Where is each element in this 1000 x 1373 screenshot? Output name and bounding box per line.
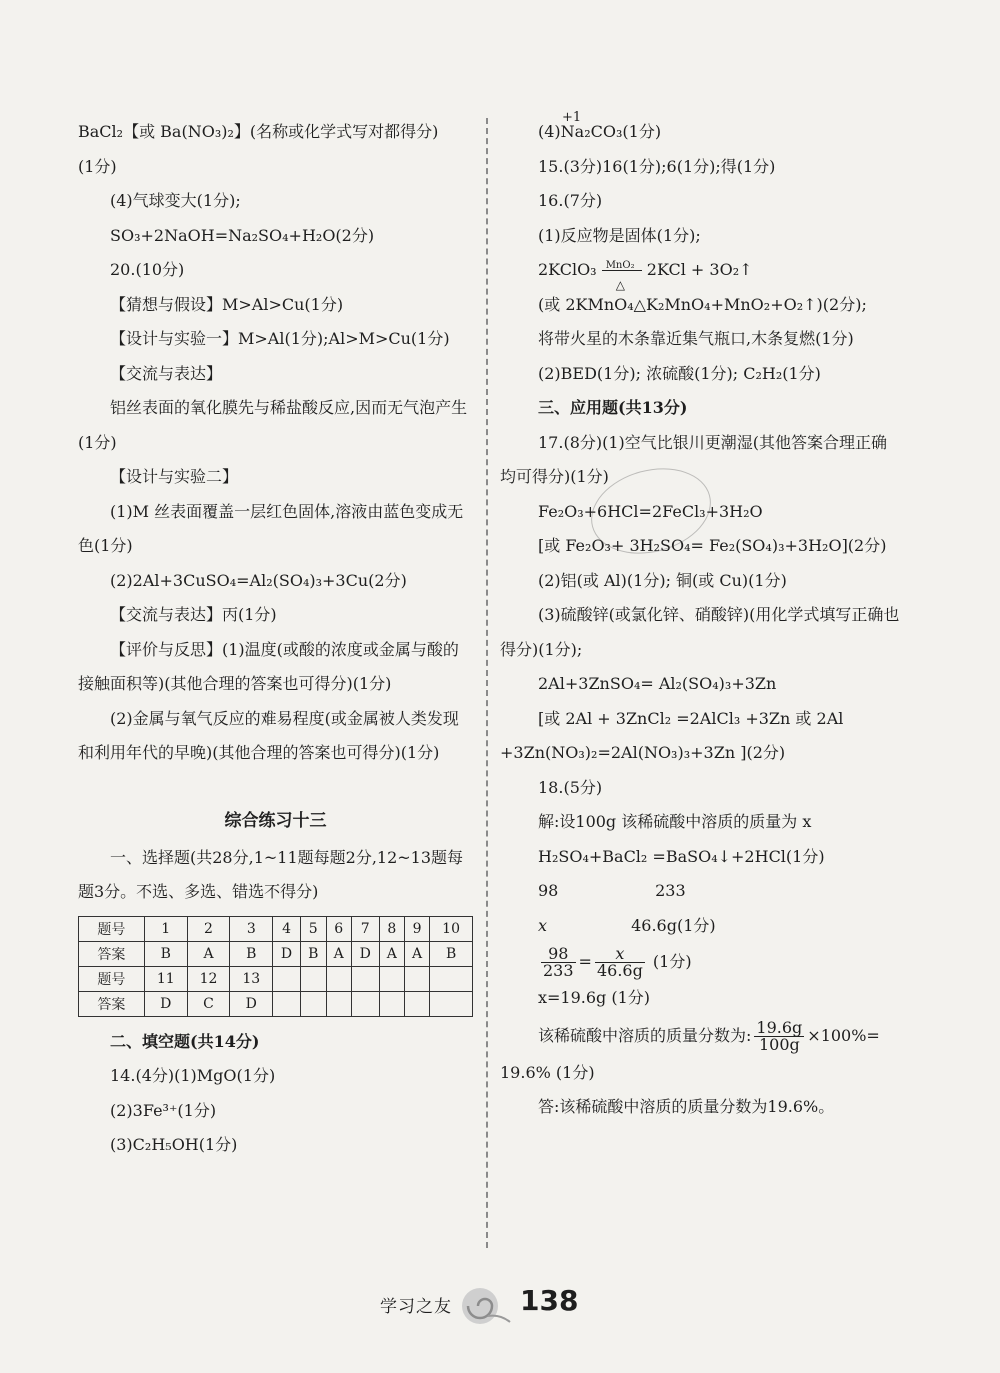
ratio-line xyxy=(500,874,900,909)
denominator: 233 xyxy=(543,961,574,980)
table-cell: 12 xyxy=(187,966,230,991)
reaction-condition xyxy=(602,259,642,292)
unknown-var: x xyxy=(538,915,548,935)
swirl-logo-icon xyxy=(458,1282,514,1328)
equation-line: (或 2KMnO₄△K₂MnO₄+MnO₂+O₂↑)(2分); xyxy=(538,294,867,314)
equation-line: SO₃+2NaOH=Na₂SO₄+H₂O(2分) xyxy=(110,225,375,245)
molar-mass: 98 xyxy=(538,881,559,900)
equation-line: 2Al+3ZnSO₄= Al₂(SO₄)₃+3Zn xyxy=(538,674,777,693)
heat-icon: △ xyxy=(615,277,625,292)
table-row xyxy=(79,941,473,966)
text-line: 【交流与表达】丙(1分) xyxy=(110,605,277,624)
fraction xyxy=(541,946,576,979)
table-cell xyxy=(430,966,473,991)
table-cell xyxy=(273,991,301,1016)
table-row xyxy=(79,991,473,1016)
numerator: 98 xyxy=(541,946,576,963)
proportion-line: $\frac{98}{233}$ = $\frac{x}{46.6g}$ (1分) xyxy=(543,944,692,980)
denominator: 46.6g xyxy=(596,961,643,980)
text-line: (2)BED(1分); 浓硫酸(1分); C₂H₂(1分) xyxy=(538,363,821,383)
text-line: 【设计与实验二】 xyxy=(110,467,239,486)
question-number: 16.(7分) xyxy=(538,191,603,210)
equation-line: Fe₂O₃+6HCl=2FeCl₃+3H₂O xyxy=(538,501,763,521)
question-number: 18.(5分) xyxy=(538,777,603,797)
text-line: (2)铝(或 Al)(1分); 铜(或 Cu)(1分) xyxy=(538,570,787,590)
table-cell xyxy=(326,966,351,991)
equation-line: [或 Fe₂O₃+ 3H₂SO₄= Fe₂(SO₄)₃+3H₂O](2分) xyxy=(538,536,887,555)
fill-section-title: 二、填空题(共14分) xyxy=(110,1031,260,1051)
table-cell xyxy=(300,966,326,991)
table-cell xyxy=(273,966,301,991)
table-cell: A xyxy=(404,941,429,966)
table-cell: 2 xyxy=(187,916,230,941)
answer-line: 答:该稀硫酸中溶质的质量分数为19.6%。 xyxy=(538,1097,835,1116)
application-section-title: 三、应用题(共13分) xyxy=(538,398,688,417)
section-title: 综合练习十三 xyxy=(224,810,327,831)
table-row xyxy=(79,916,473,941)
paragraph: 【评价与反思】(1)温度(或酸的浓度或金属与酸的接触面积等)(其他合理的答案也可得分)(1分) xyxy=(78,639,459,693)
text-line: 解:设100g 该稀硫酸中溶质的质量为 x xyxy=(538,812,812,831)
table-cell: 题号 xyxy=(79,916,145,941)
paragraph: [或 2Al + 3ZnCl₂ =2AlCl₃ +3Zn 或 2Al +3Zn(NO₃)₂=2Al(NO₃)₃+3Zn ](2分) xyxy=(500,708,844,762)
text-line xyxy=(500,110,900,150)
text-content: (4)Na₂CO₃(1分) xyxy=(538,122,662,141)
table-cell: B xyxy=(430,941,473,966)
paragraph: (2)金属与氧气反应的难易程度(或金属被人类发现和利用年代的早晚)(其他合理的答案也可得分)(1分) xyxy=(78,708,459,762)
table-cell: 13 xyxy=(230,966,273,991)
fraction xyxy=(754,1017,804,1054)
table-cell xyxy=(379,966,404,991)
table-cell: B xyxy=(144,941,187,966)
text-line: (2)3Fe³⁺(1分) xyxy=(110,1100,217,1120)
text-line: BaCl₂【或 Ba(NO₃)₂】(名称或化学式写对都得分) xyxy=(78,122,439,141)
table-cell: 题号 xyxy=(79,966,145,991)
table-cell: 10 xyxy=(430,916,473,941)
table-cell: A xyxy=(187,941,230,966)
table-cell: 9 xyxy=(404,916,429,941)
equation-line: H₂SO₄+BaCl₂ =BaSO₄↓+2HCl(1分) xyxy=(538,846,825,866)
table-cell: 8 xyxy=(379,916,404,941)
table-row xyxy=(79,966,473,991)
text-line: 将带火星的木条靠近集气瓶口,木条复燃(1分) xyxy=(538,329,854,348)
text-line: 19.6% (1分) xyxy=(500,1062,595,1082)
text-line: 14.(4分)(1)MgO(1分) xyxy=(110,1066,276,1085)
denominator: 100g xyxy=(758,1034,800,1054)
table-cell: D xyxy=(230,991,273,1016)
text-line: 【交流与表达】 xyxy=(110,363,223,383)
table-cell: 答案 xyxy=(79,991,145,1016)
molar-mass: 233 xyxy=(655,881,686,900)
table-cell: D xyxy=(144,991,187,1016)
text-line: 【猜想与假设】M>Al>Cu(1分) xyxy=(110,294,344,314)
result-line: x=19.6g (1分) xyxy=(538,988,651,1007)
text-line: (3)C₂H₅OH(1分) xyxy=(110,1135,238,1154)
column-divider xyxy=(486,118,488,1248)
table-cell: D xyxy=(273,941,301,966)
table-cell: 5 xyxy=(300,916,326,941)
text-line: 【设计与实验一】M>Al(1分);Al>M>Cu(1分) xyxy=(110,329,450,348)
table-cell: B xyxy=(230,941,273,966)
text-line: (4)气球变大(1分); xyxy=(110,191,241,210)
table-cell xyxy=(326,991,351,1016)
text-line: (1分) xyxy=(78,156,117,176)
paragraph: (1)M 丝表面覆盖一层红色固体,溶液由蓝色变成无色(1分) xyxy=(78,501,464,555)
table-cell: 1 xyxy=(144,916,187,941)
paragraph: (3)硫酸锌(或氯化锌、硝酸锌)(用化学式填写正确也得分)(1分); xyxy=(500,605,900,659)
percent-line xyxy=(500,1016,900,1056)
paragraph: 17.(8分)(1)空气比银川更潮湿(其他答案合理正确均可得分)(1分) xyxy=(500,432,888,486)
table-cell: 答案 xyxy=(79,941,145,966)
numerator: 19.6g xyxy=(756,1017,803,1037)
text-content: ×100%= xyxy=(807,1025,880,1045)
table-cell: 6 xyxy=(326,916,351,941)
left-column xyxy=(78,115,473,1163)
fraction xyxy=(595,946,645,979)
table-cell xyxy=(351,991,379,1016)
answer-table xyxy=(78,916,473,1017)
equation-line: (2)2Al+3CuSO₄=Al₂(SO₄)₃+3Cu(2分) xyxy=(110,570,407,590)
choice-section-title: 一、选择题(共28分,1~11题每题2分,12~13题每题3分。不选、多选、错选不得分) xyxy=(78,847,464,901)
table-cell xyxy=(300,991,326,1016)
known-mass: 46.6g(1分) xyxy=(631,915,716,935)
table-cell: D xyxy=(351,941,379,966)
right-column xyxy=(500,110,900,1125)
page-number: 138 xyxy=(520,1284,579,1317)
table-cell xyxy=(379,991,404,1016)
table-cell: 4 xyxy=(273,916,301,941)
table-cell: 7 xyxy=(351,916,379,941)
numerator: x xyxy=(595,946,645,963)
table-cell: 11 xyxy=(144,966,187,991)
paragraph: 铝丝表面的氧化膜先与稀盐酸反应,因而无气泡产生(1分) xyxy=(78,398,468,452)
table-cell: B xyxy=(300,941,326,966)
score: (1分) xyxy=(652,952,692,971)
page-footer xyxy=(380,1282,640,1332)
equation-line xyxy=(500,253,900,292)
table-cell xyxy=(404,991,429,1016)
table-cell: A xyxy=(379,941,404,966)
text-line: 15.(3分)16(1分);6(1分);得(1分) xyxy=(538,156,776,176)
table-cell xyxy=(404,966,429,991)
product: 2KCl + 3O₂↑ xyxy=(646,260,753,279)
ratio-line xyxy=(500,909,900,944)
catalyst-label: MnO₂ xyxy=(605,259,635,271)
table-cell xyxy=(430,991,473,1016)
brand-name: 学习之友 xyxy=(380,1297,452,1317)
question-number: 20.(10分) xyxy=(110,260,185,279)
table-cell: 3 xyxy=(230,916,273,941)
table-cell: A xyxy=(326,941,351,966)
reactant: 2KClO₃ xyxy=(538,260,597,279)
table-cell xyxy=(351,966,379,991)
valence-mark: +1 xyxy=(562,110,582,125)
table-cell: C xyxy=(187,991,230,1016)
text-line: (1)反应物是固体(1分); xyxy=(538,225,701,245)
text-content: 该稀硫酸中溶质的质量分数为: xyxy=(538,1025,752,1045)
